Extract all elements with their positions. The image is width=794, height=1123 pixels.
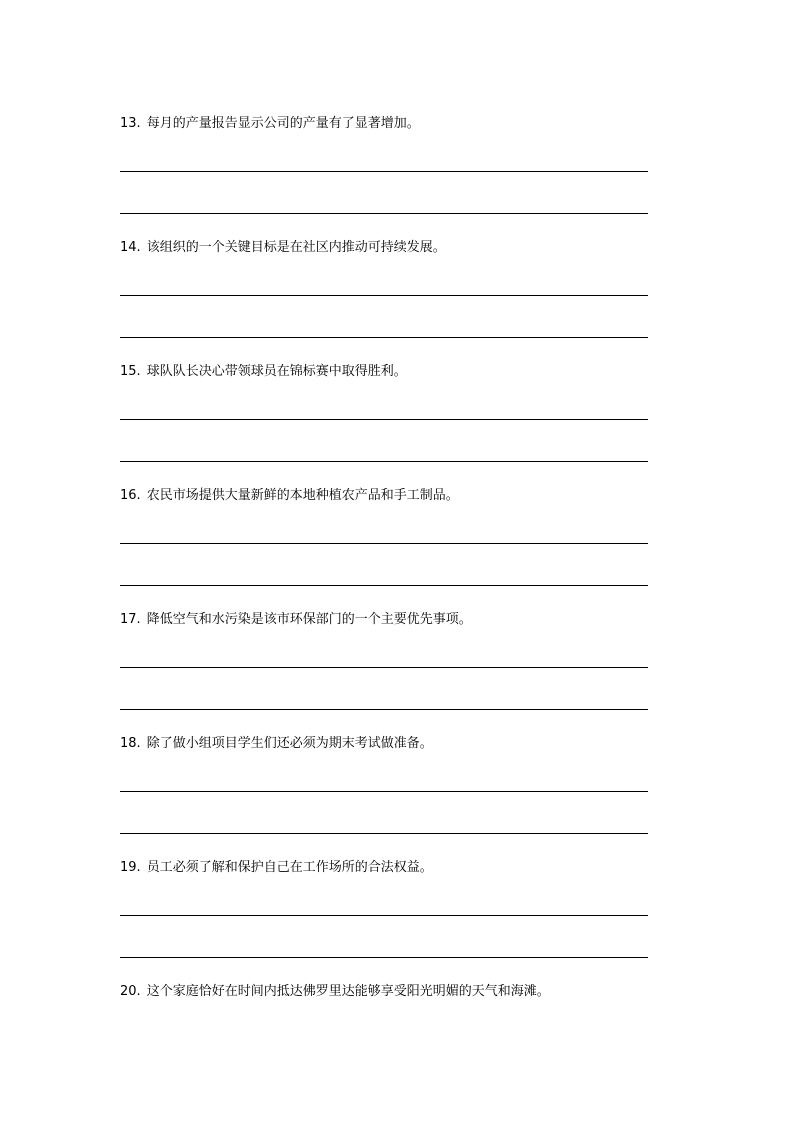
question-sentence: 降低空气和水污染是该市环保部门的一个主要优先事项。 <box>146 612 472 627</box>
answer-line[interactable] <box>120 213 648 214</box>
question-number: 14. <box>120 240 141 255</box>
answer-line[interactable] <box>120 171 648 172</box>
answer-line[interactable] <box>120 791 648 792</box>
question-15 <box>0 363 794 487</box>
question-prompt <box>120 859 433 877</box>
question-prompt <box>120 611 472 629</box>
question-20 <box>0 983 794 1007</box>
answer-line[interactable] <box>120 295 648 296</box>
answer-line[interactable] <box>120 543 648 544</box>
question-prompt <box>120 115 420 133</box>
question-sentence: 该组织的一个关键目标是在社区内推动可持续发展。 <box>146 240 446 255</box>
answer-line[interactable] <box>120 709 648 710</box>
answer-line[interactable] <box>120 915 648 916</box>
question-number: 20. <box>120 984 141 999</box>
question-19 <box>0 859 794 983</box>
question-prompt <box>120 735 433 753</box>
question-prompt <box>120 487 459 505</box>
question-13 <box>0 115 794 239</box>
question-number: 15. <box>120 364 141 379</box>
answer-line[interactable] <box>120 833 648 834</box>
answer-line[interactable] <box>120 667 648 668</box>
answer-line[interactable] <box>120 337 648 338</box>
question-number: 19. <box>120 860 141 875</box>
question-sentence: 除了做小组项目学生们还必须为期末考试做准备。 <box>146 736 433 751</box>
answer-line[interactable] <box>120 419 648 420</box>
question-sentence: 每月的产量报告显示公司的产量有了显著增加。 <box>146 116 420 131</box>
question-prompt <box>120 983 550 1001</box>
question-prompt <box>120 239 446 257</box>
question-number: 18. <box>120 736 141 751</box>
question-16 <box>0 487 794 611</box>
question-number: 17. <box>120 612 141 627</box>
question-17 <box>0 611 794 735</box>
question-number: 13. <box>120 116 141 131</box>
question-sentence: 农民市场提供大量新鲜的本地种植农产品和手工制品。 <box>146 488 459 503</box>
question-sentence: 这个家庭恰好在时间内抵达佛罗里达能够享受阳光明媚的天气和海滩。 <box>146 984 550 999</box>
question-sentence: 球队队长决心带领球员在锦标赛中取得胜利。 <box>146 364 407 379</box>
question-18 <box>0 735 794 859</box>
question-14 <box>0 239 794 363</box>
answer-line[interactable] <box>120 957 648 958</box>
answer-line[interactable] <box>120 585 648 586</box>
question-prompt <box>120 363 407 381</box>
answer-line[interactable] <box>120 461 648 462</box>
question-number: 16. <box>120 488 141 503</box>
question-sentence: 员工必须了解和保护自己在工作场所的合法权益。 <box>146 860 433 875</box>
